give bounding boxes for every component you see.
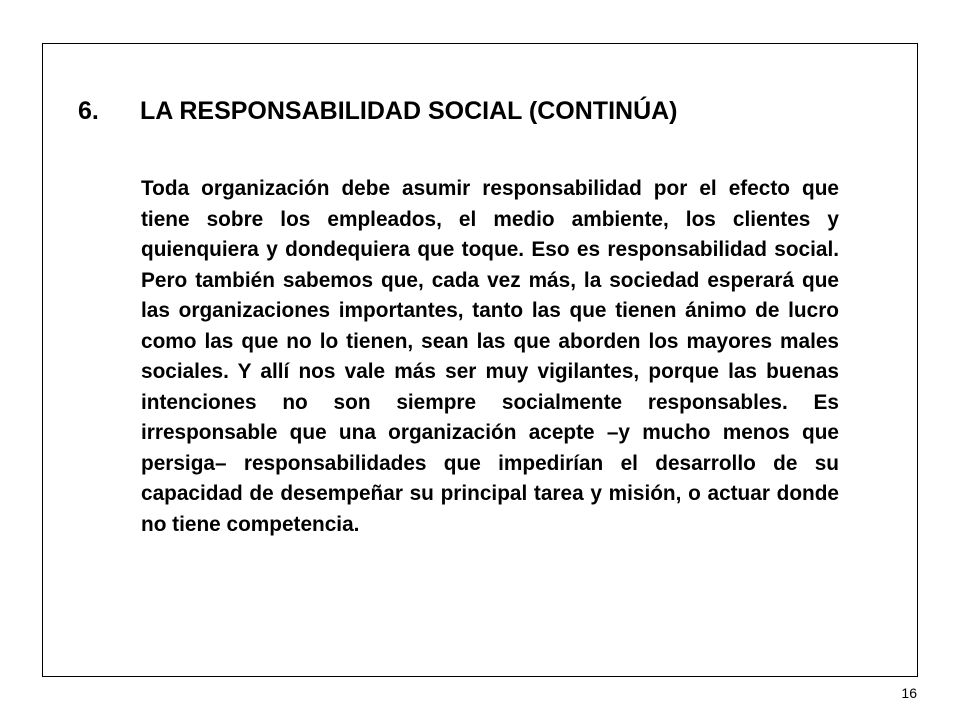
section-number: 6. bbox=[78, 97, 99, 125]
page-number: 16 bbox=[901, 685, 917, 701]
section-heading bbox=[78, 93, 898, 129]
section-title: LA RESPONSABILIDAD SOCIAL (CONTINÚA) bbox=[140, 97, 678, 125]
body-paragraph: Toda organización debe asumir responsabilidad por el efecto que tiene sobre los empleados, el medio ambiente, los clientes y quienquiera y dondequiera que toque. Eso es responsabilidad social. Pero también sabemos que, cada vez más, la sociedad esperará que las organizaciones importantes, tanto las que tienen ánimo de lucro como las que no lo tienen, sean las que aborden los mayores males sociales. Y allí nos vale más ser muy vigilantes, porque las buenas intenciones no son siempre socialmente responsables. Es irresponsable que una organización acepte –y mucho menos que persiga– responsabilidades que impedirían el desarrollo de su capacidad de desempeñar su principal tarea y misión, o actuar donde no tiene competencia. bbox=[141, 177, 839, 536]
